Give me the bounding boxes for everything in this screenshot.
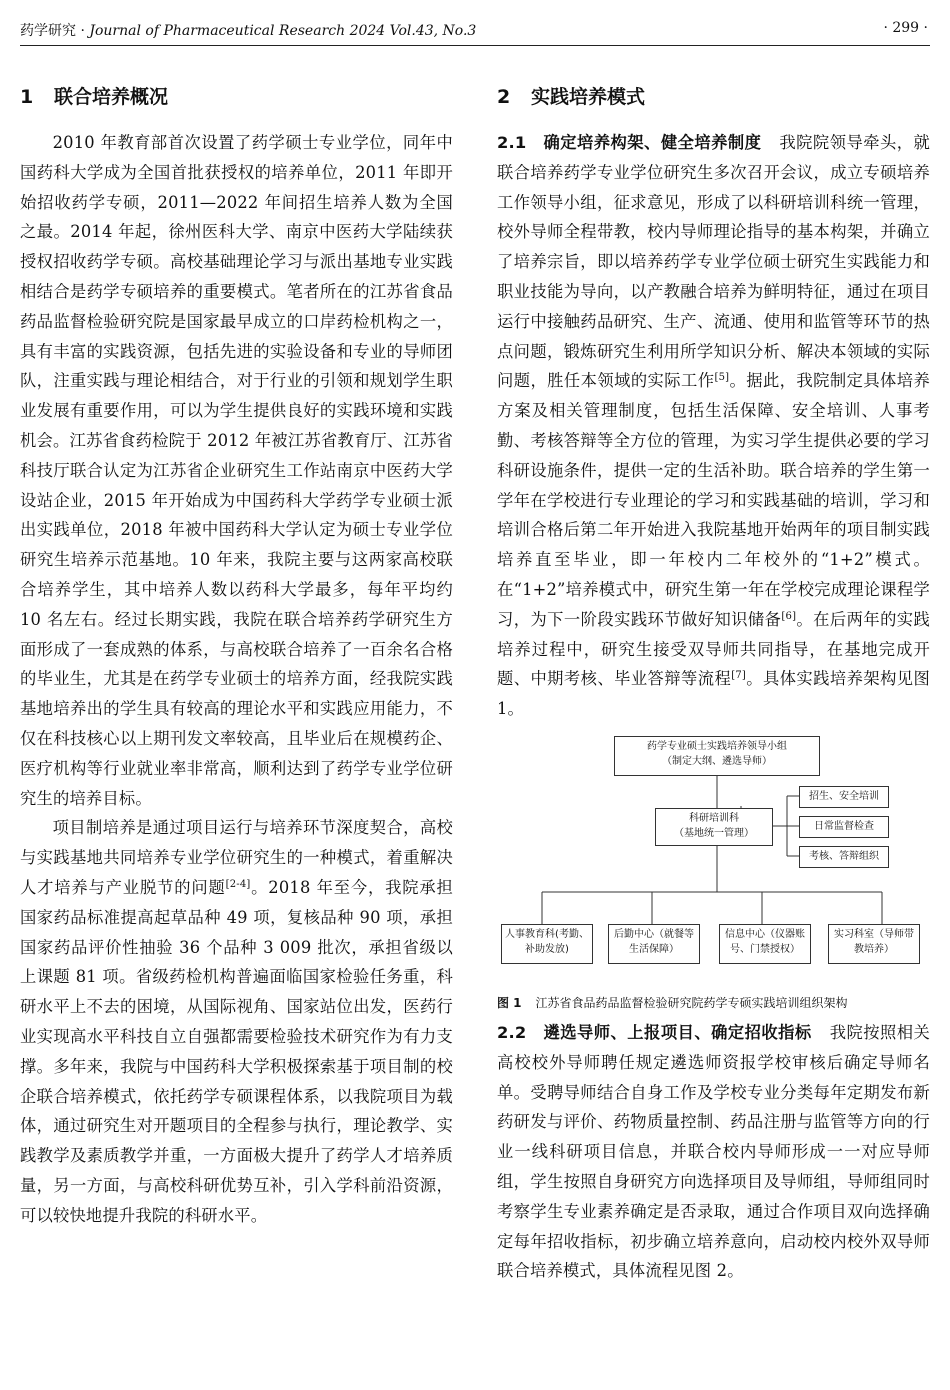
- figure-1-caption-text: 江苏省食品药品监督检验研究院药学专硕实践培训组织架构: [535, 995, 848, 1010]
- org-box-recruitment-safety: 招生、安全培训: [799, 786, 889, 808]
- org-box-practice-department: 实习科室（导师带教培养）: [828, 924, 920, 964]
- section-1-paragraph-2: [20, 813, 453, 1230]
- subsection-2-2-title: 2.2 遴选导师、上报项目、确定招收指标: [497, 1022, 812, 1042]
- subsection-2-1: [497, 128, 930, 724]
- org-box-assessment-defense: 考核、答辩组织: [799, 846, 889, 868]
- section-2-number: 2: [497, 86, 511, 108]
- right-column: [497, 84, 930, 1286]
- org-box-training-dept-line2: （基地统一管理）: [674, 827, 754, 839]
- section-2-title: 实践培养模式: [531, 86, 646, 108]
- org-box-leading-group-line1: 药学专业硕士实践培养领导小组: [647, 740, 787, 752]
- paragraph-2-part-a: 项目制培养是通过项目运行与培养环节深度契合，高校与实践基地共同培养专业学位研究生的一种模式，着重解决人才培养与产业脱节的问题: [20, 818, 453, 897]
- running-header: 药学研究 · Journal of Pharmaceutical Research 2024 Vol.43, No.3: [20, 23, 477, 39]
- left-column: [20, 84, 453, 1230]
- section-1-number: 1: [20, 86, 34, 108]
- header-rule: [20, 45, 930, 46]
- page-number: · 299 ·: [883, 20, 928, 36]
- subsection-2-1-text-b: 。据此，我院制定具体培养方案及相关管理制度，包括生活保障、安全培训、人事考勤、考核答辩等全方位的管理，为实习学生提供必要的学习科研设施条件，提供一定的生活补助。联合培养的学生第一学年在学校进行专业理论的学习和实践基础的培训，学习和培训合格后第二年开始进入我院基地开始两年的项目制实践培养直至毕业，即一年校内二年校外的“1+2”模式。在“1+2”培养模式中，研究生第一年在学校完成理论课程学习，为下一阶段实践环节做好知识储备: [497, 371, 930, 629]
- subsection-2-2-text: 我院按照相关高校校外导师聘任规定遴选师资报学校审核后确定导师名单。受聘导师结合自身工作及学校专业分类每年定期发布新药研发与评价、药物质量控制、药品注册与监管等方向的行业一线科研项目信息，并联合校内导师形成一一对应导师组，学生按照自身研究方向选择项目及导师组，导师组同时考察学生专业素养确定是否录取，通过合作项目双向选择确定每年招收指标，初步确立培养意向，启动校内校外双导师联合培养模式，具体流程见图 2。: [497, 1022, 930, 1281]
- citation-2-4: [2-4]: [225, 878, 251, 890]
- subsection-2-1-text-d: 。具体实践培养架构见图 1。: [497, 669, 931, 719]
- citation-6: [6]: [781, 610, 797, 622]
- section-1-paragraph-1: 2010 年教育部首次设置了药学硕士专业学位，同年中国药科大学成为全国首批获授权的培养单位，2011 年即开始招收药学专硕，2011—2022 年间招生培养人数为全国之最。2014 年起，徐州医科大学、南京中医药大学陆续获授权招收药学专硕。高校基础理论学习与派出基地专业实践相结合是药学专硕培养的重要模式。笔者所在的江苏省食品药品监督检验研究院是国家最早成立的口岸药检机构之一，具有丰富的实践资源，包括先进的实验设备和专业的导师团队，注重实践与理论相结合，对于行业的引领和规划学生职业发展有重要作用，可以为学生提供良好的实践环境和实践机会。江苏省食药检院于 2012 年被江苏省教育厅、江苏省科技厅联合认定为江苏省企业研究生工作站南京中医药大学设站企业，2015 年开始成为中国药科大学药学专业硕士派出实践单位，2018 年被中国药科大学认定为硕士专业学位研究生培养示范基地。10 年来，我院主要与这两家高校联合培养学生，其中培养人数以药科大学最多，每年平均约 10 名左右。经过长期实践，我院在联合培养药学研究生方面形成了一套成熟的体系，与高校联合培养了一百余名合格的毕业生，尤其是在药学专业硕士的培养方面，经我院实践基地培养出的学生具有较高的理论水平和实践应用能力，不仅在科技核心以上期刊发文率较高，且毕业后在规模药企、医疗机构等行业就业率非常高，顺利达到了药学专业学位研究生的培养目标。: [20, 133, 453, 808]
- org-box-hr-education: 人事教育科(考勤、补助发放): [501, 924, 593, 964]
- journal-name-en: Journal of Pharmaceutical Research 2024 Vol.43, No.3: [89, 23, 477, 39]
- subsection-2-2: [497, 1018, 930, 1286]
- figure-1-caption: [497, 994, 930, 1012]
- figure-1-org-chart: [497, 732, 930, 990]
- journal-name-cn: 药学研究: [20, 23, 76, 39]
- subsection-2-1-text-c: 。在后两年的实践培养过程中，研究生接受双导师共同指导，在基地完成开题、中期考核、毕业答辩等流程: [497, 609, 931, 689]
- paragraph-2-part-b: 。2018 年至今，我院承担国家药品标准提高起草品种 49 项，复核品种 90 项，承担国家药品评价性抽验 36 个品种 3 009 批次，承担省级以上课题 81 项。省级药检机构普遍面临国家检验任务重，科研水平上不去的困境，从国际视角、国家站位出发，医药行业实现高水平科技自立自强都需要检验技术研究作为有力支撑。多年来，我院与中国药科大学积极探索基于项目制的校企联合培养模式，依托药学专硕课程体系，以我院项目为载体，通过研究生对开题项目的全程参与执行，理论教学、实践教学及素质教学并重，一方面极大提升了药学人才培养质量，另一方面，与高校科研优势互补，引入学科前沿资源，可以较快地提升我院的科研水平。: [20, 877, 453, 1225]
- org-box-logistics-center: 后勤中心（就餐等生活保障）: [608, 924, 700, 964]
- org-box-training-dept-line1: 科研培训科: [689, 812, 739, 824]
- subsection-2-1-text-a: 我院院领导牵头，就联合培养药学专业学位研究生多次召开会议，成立专硕培养工作领导小组，征求意见，形成了以科研培训科统一管理，校外导师全程带教，校内导师理论指导的基本构架，并确立了培养宗旨，即以培养药学专业学位硕士研究生实践能力和职业技能为导向，以产教融合培养为鲜明特征，通过在项目运行中接触药品研究、生产、流通、使用和监管等环节的热点问题，锻炼研究生利用所学知识分析、解决本领域的实际问题，胜任本领域的实际工作: [497, 133, 930, 391]
- citation-5: [5]: [714, 372, 730, 384]
- org-box-leading-group: [614, 736, 820, 776]
- section-1-title: 联合培养概况: [54, 86, 169, 108]
- figure-1-label: 图 1: [497, 995, 522, 1010]
- section-2-heading: [497, 84, 930, 110]
- org-box-daily-supervision: 日常监督检查: [799, 816, 889, 838]
- org-box-training-dept: [655, 808, 773, 846]
- section-1-heading: [20, 84, 453, 110]
- citation-7: [7]: [731, 670, 746, 682]
- subsection-2-1-title: 2.1 确定培养构架、健全培养制度: [497, 133, 762, 152]
- org-box-information-center: 信息中心（仪器账号、门禁授权）: [719, 924, 811, 964]
- org-box-leading-group-line2: （制定大纲、遴选导师）: [662, 755, 772, 767]
